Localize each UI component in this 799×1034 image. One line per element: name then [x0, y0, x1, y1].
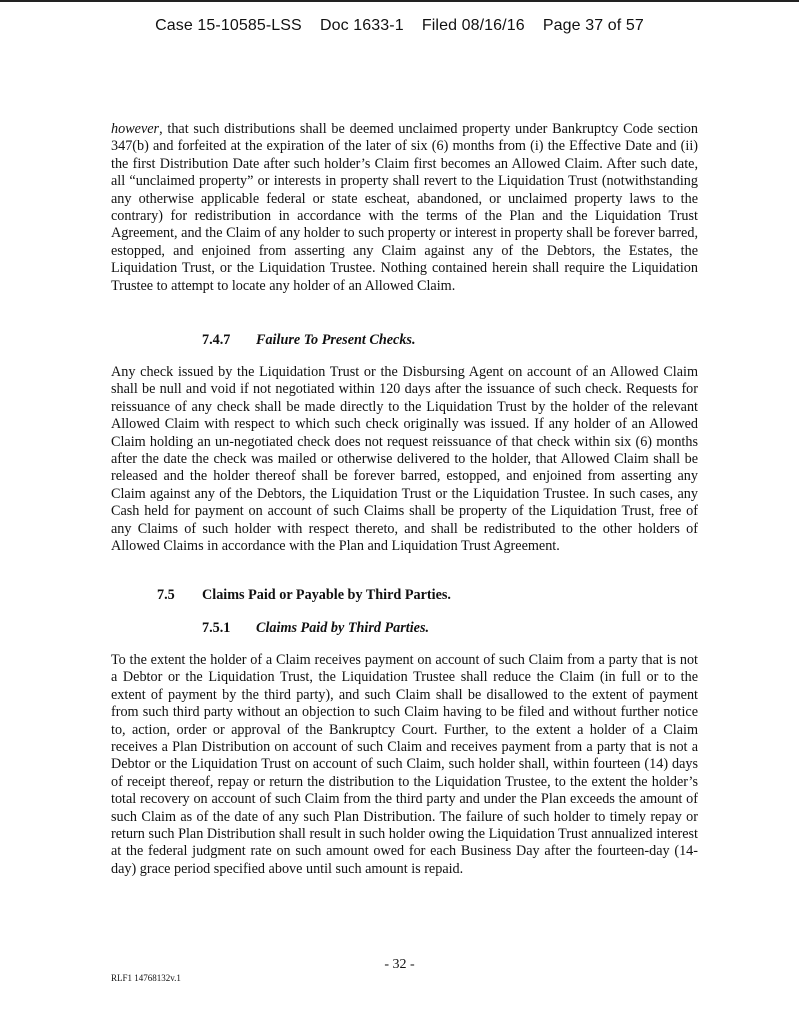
section-number: 7.5.1 — [202, 620, 231, 636]
paragraph-claims-paid-by-third-parties: To the extent the holder of a Claim receives payment on account of such Claim from a party that is not a Debtor or the Liquidation Trust, the Liquidation Trustee shall reduce the Claim (in full or to the extent of payment by the third party), and such Claim shall be disallowed to the extent of payment from such third party without an objection to such Claim having to be filed and without further notice to, action, order or approval of the Bankruptcy Court. Further, to the extent a holder of a Claim receives a Plan Distribution on account of such Claim and receives payment from a party that is not a Debtor or the Liquidation Trust on account of such Claim, such holder shall, within fourteen (14) days of receipt thereof, repay or return the distribution to the Liquidation Trustee, to the extent the holder’s total recovery on account of such Claim from the third party and under the Plan exceeds the amount of such Claim as of the date of any such Plan Distribution. The failure of such holder to timely repay or return such Plan Distribution shall result in such holder owing the Liquidation Trust annualized interest at the federal judgment rate on such amount owed for each Business Day after the fourteen-day (14-day) grace period specified above until such amount is repaid. — [111, 652, 698, 877]
page-count: Page 37 of 57 — [542, 17, 644, 34]
section-title: Claims Paid by Third Parties. — [256, 620, 430, 636]
top-rule — [0, 0, 799, 2]
section-heading-7-5 — [157, 587, 451, 604]
paragraph-failure-to-present-checks: Any check issued by the Liquidation Trust or the Disbursing Agent on account of an Allowed Claim shall be null and void if not negotiated within 120 days after the issuance of such check. Requests for reissuance of any check shall be made directly to the Liquidation Trust by the holder of the relevant Allowed Claim with respect to which such check originally was issued. If any holder of an Allowed Claim holding an un-negotiated check does not request reissuance of that check within six (6) months after the date the check was mailed or otherwise delivered to the holder, that Allowed Claim shall be released and the holder thereof shall be forever barred, estopped, and enjoined from asserting any Claim against any of the Debtors, the Liquidation Trust or the Liquidation Trustee. In such cases, any Cash held for payment on account of such Claims shall be property of the Liquidation Trust, free of any Claims of such holder with respect thereto, and shall be redistributed to the other holders of Allowed Claims in accordance with the Plan and Liquidation Trust Agreement. — [111, 364, 698, 555]
court-header — [0, 17, 799, 35]
section-number: 7.5 — [157, 587, 175, 603]
lead-italic-word: however — [111, 121, 160, 137]
filed-date: Filed 08/16/16 — [421, 17, 525, 34]
section-title: Claims Paid or Payable by Third Parties. — [202, 587, 451, 603]
section-title: Failure To Present Checks. — [256, 332, 416, 348]
paragraph-text: , that such distributions shall be deemed unclaimed property under Bankruptcy Code section 347(b) and forfeited at the expiration of the later of six (6) months from (i) the Effective Date and (ii) the first Distribution Date after such holder’s Claim first becomes an Allowed Claim. After such date, all “unclaimed property” or interests in property shall revert to the Liquidation Trust (notwithstanding any otherwise applicable federal or state escheat, abandoned, or unclaimed property laws to the contrary) for redistribution in accordance with the terms of the Plan and the Liquidation Trust Agreement, and the Claim of any holder to such property or interest in property shall be forever barred, estopped, and enjoined from asserting any Claim against any of the Debtors, the Estates, the Liquidation Trust, or the Liquidation Trustee. Nothing contained herein shall require the Liquidation Trustee to attempt to locate any holder of an Allowed Claim. — [111, 121, 698, 294]
doc-number: Doc 1633-1 — [320, 17, 404, 34]
paragraph-unclaimed-property — [111, 121, 698, 295]
document-id: RLF1 14768132v.1 — [111, 973, 181, 983]
case-number: Case 15-10585-LSS — [155, 17, 302, 34]
page-number: - 32 - — [384, 957, 415, 972]
section-number: 7.4.7 — [202, 332, 231, 348]
section-heading-7-5-1 — [202, 620, 429, 637]
section-heading-7-4-7 — [202, 332, 416, 349]
